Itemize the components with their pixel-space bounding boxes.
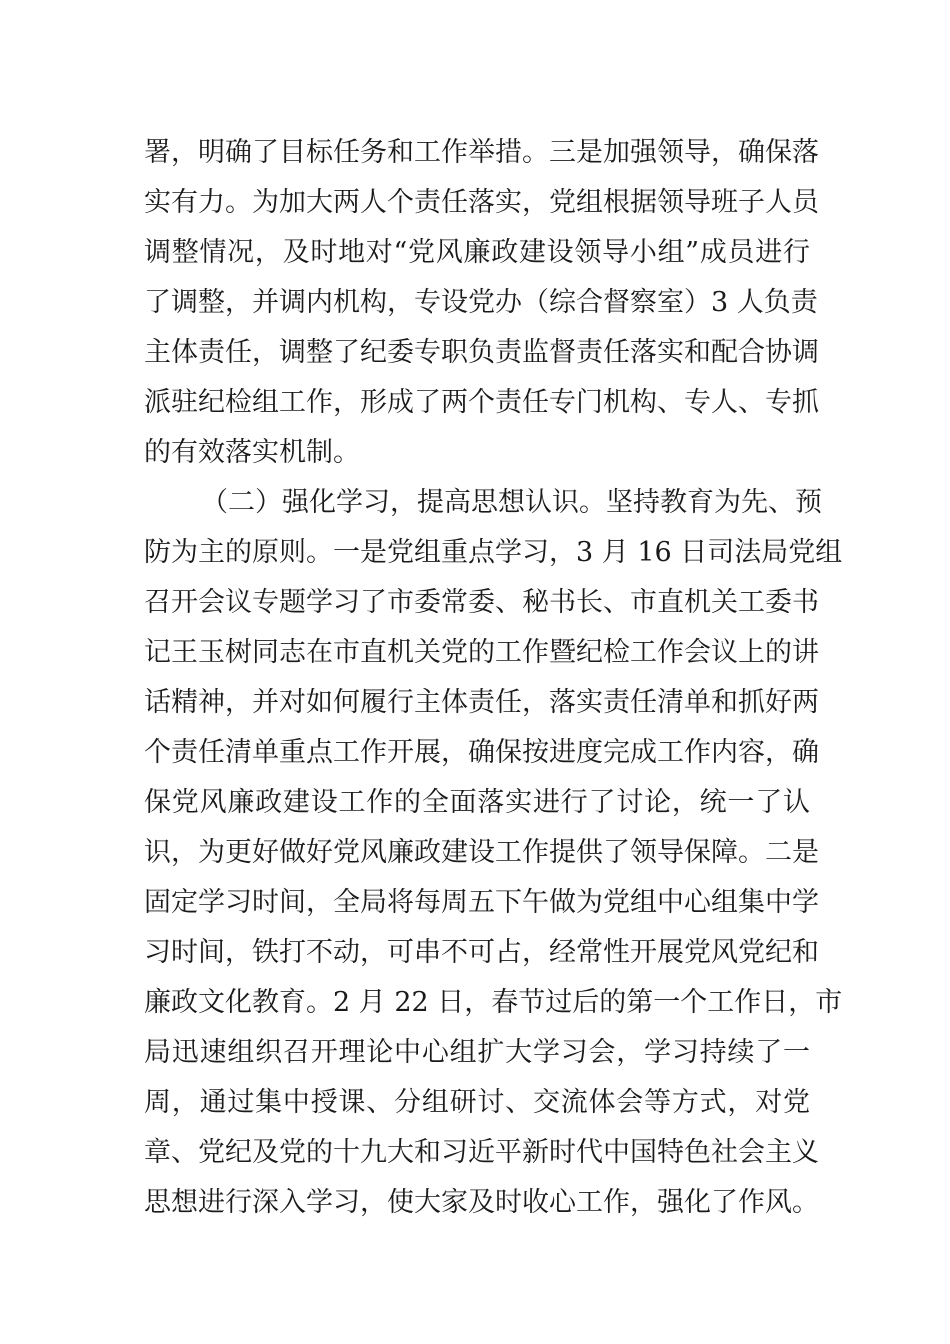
- paragraph-line: 局迅速组织召开理论中心组扩大学习会，学习持续了一: [144, 1037, 810, 1068]
- paragraph-line: 了调整，并调内机构，专设党办（综合督察室）3 人负责: [144, 287, 818, 318]
- paragraph-line: 廉政文化教育。2 月 22 日，春节过后的第一个工作日，市: [144, 987, 843, 1018]
- paragraph-line: 实有力。为加大两人个责任落实，党组根据领导班子人员: [144, 187, 819, 218]
- paragraph-line: 识，为更好做好党风廉政建设工作提供了领导保障。二是: [144, 837, 819, 868]
- paragraph-line: 主体责任，调整了纪委专职负责监督责任落实和配合协调: [144, 337, 819, 368]
- paragraph-line: 话精神，并对如何履行主体责任，落实责任清单和抓好两: [144, 687, 819, 718]
- paragraph-line: 的有效落实机制。: [144, 437, 360, 468]
- paragraph-line: 防为主的原则。一是党组重点学习，3 月 16 日司法局党组: [144, 537, 843, 568]
- paragraph-line: 署，明确了目标任务和工作举措。三是加强领导，确保落: [144, 137, 819, 168]
- paragraph-line: 周，通过集中授课、分组研讨、交流体会等方式，对党: [144, 1087, 810, 1118]
- paragraph-line: 保党风廉政建设工作的全面落实进行了讨论，统一了认: [144, 787, 810, 818]
- paragraph-line: 召开会议专题学习了市委常委、秘书长、市直机关工委书: [144, 587, 819, 618]
- paragraph-line: 个责任清单重点工作开展，确保按进度完成工作内容，确: [144, 737, 819, 768]
- paragraph-line: 思想进行深入学习，使大家及时收心工作，强化了作风。: [144, 1187, 819, 1218]
- paragraph-line: 调整情况，及时地对“党风廉政建设领导小组”成员进行: [144, 237, 810, 268]
- section-heading-line: （二）强化学习，提高思想认识。坚持教育为先、预: [201, 487, 822, 518]
- paragraph-line: 记王玉树同志在市直机关党的工作暨纪检工作会议上的讲: [144, 637, 819, 668]
- paragraph-line: 习时间，铁打不动，可串不可占，经常性开展党风党纪和: [144, 937, 819, 968]
- paragraph-line: 固定学习时间，全局将每周五下午做为党组中心组集中学: [144, 887, 819, 918]
- paragraph-line: 派驻纪检组工作，形成了两个责任专门机构、专人、专抓: [144, 387, 819, 418]
- paragraph-line: 章、党纪及党的十九大和习近平新时代中国特色社会主义: [144, 1137, 819, 1168]
